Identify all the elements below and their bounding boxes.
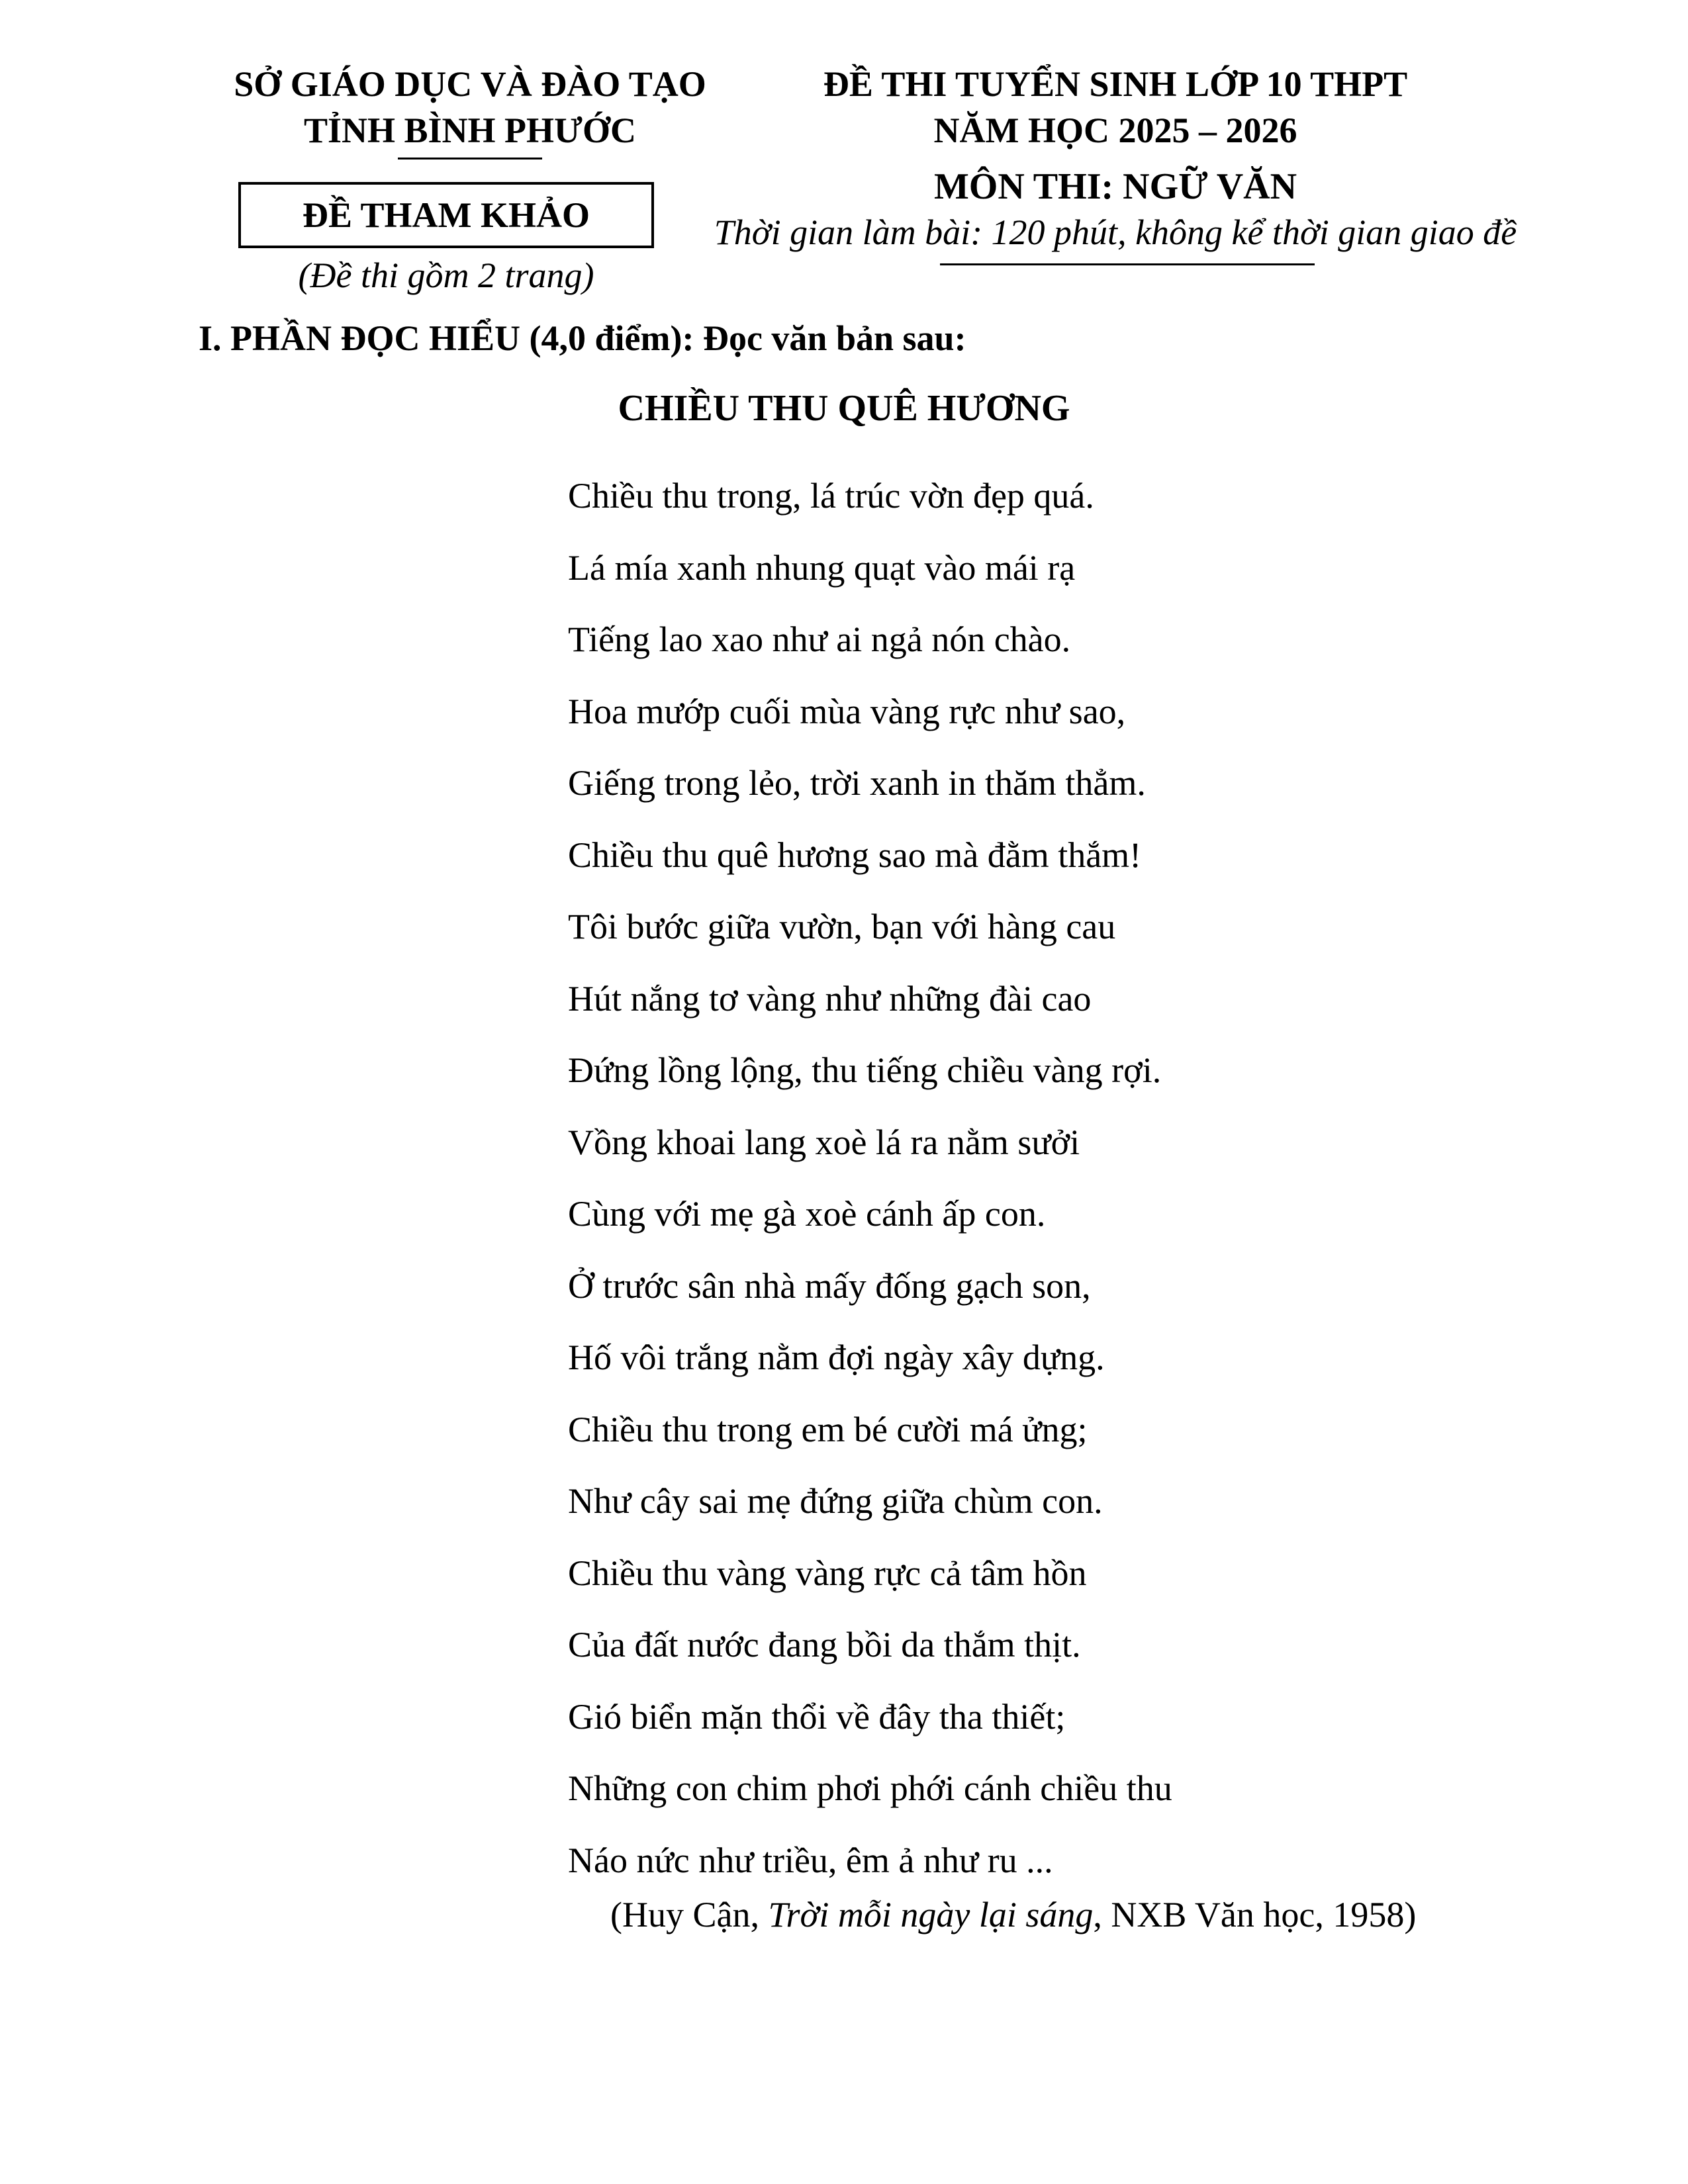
poem-line: Cùng với mẹ gà xoè cánh ấp con. (568, 1194, 1046, 1234)
school-year: NĂM HỌC 2025 – 2026 (933, 111, 1297, 150)
section-heading: I. PHẦN ĐỌC HIỂU (4,0 điểm): Đọc văn bản sau: (199, 318, 966, 358)
poem-line: Tôi bước giữa vườn, bạn với hàng cau (568, 907, 1116, 946)
source-book-title: Trời mỗi ngày lại sáng (768, 1895, 1094, 1934)
source-publisher: , NXB Văn học, 1958) (1093, 1895, 1417, 1934)
poem-line: Hút nắng tơ vàng như những đài cao (568, 978, 1092, 1019)
poem-line: Những con chim phơi phới cánh chiều thu (568, 1768, 1172, 1808)
poem-line: Chiều thu vàng vàng rực cả tâm hồn (568, 1553, 1087, 1593)
poem-body (568, 460, 1172, 1896)
exam-subject: MÔN THI: NGỮ VĂN (933, 166, 1297, 207)
source-author: (Huy Cận, (610, 1895, 769, 1934)
pages-note: (Đề thi gồm 2 trang) (298, 255, 594, 295)
poem-line: Gió biển mặn thổi về đây tha thiết; (568, 1696, 1066, 1737)
header-right (688, 61, 1542, 154)
reference-exam-badge: ĐỀ THAM KHẢO (238, 182, 654, 248)
province-name: TỈNH BÌNH PHƯỚC (303, 111, 637, 150)
poem-line: Náo nức như triều, êm ả như ru ... (568, 1840, 1053, 1880)
header-left (199, 61, 741, 159)
department-name: SỞ GIÁO DỤC VÀ ĐÀO TẠO (234, 64, 706, 104)
poem-line: Ở trước sân nhà mấy đống gạch son, (568, 1265, 1091, 1306)
poem-line: Đứng lồng lộng, thu tiếng chiều vàng rợi. (568, 1050, 1162, 1090)
time-allowed-note: Thời gian làm bài: 120 phút, không kể thời gian giao đề (714, 212, 1517, 252)
poem-line: Tiếng lao xao như ai ngả nón chào. (568, 619, 1071, 659)
poem-line: Chiều thu trong, lá trúc vờn đẹp quá. (568, 476, 1094, 516)
poem-title: CHIỀU THU QUÊ HƯƠNG (618, 388, 1070, 429)
poem-line: Giếng trong lẻo, trời xanh in thăm thẳm. (568, 763, 1146, 803)
province-underline (398, 158, 542, 159)
exam-title: ĐỀ THI TUYỂN SINH LỚP 10 THPT (823, 64, 1408, 104)
poem-line: Hoa mướp cuối mùa vàng rực như sao, (568, 691, 1126, 731)
poem-line: Vồng khoai lang xoè lá ra nằm sưởi (568, 1122, 1080, 1162)
poem-line: Chiều thu quê hương sao mà đằm thắm! (568, 835, 1142, 875)
poem-line: Như cây sai mẹ đứng giữa chùm con. (568, 1481, 1103, 1521)
header-right-underline (940, 263, 1315, 265)
poem-line: Chiều thu trong em bé cười má ửng; (568, 1409, 1088, 1449)
poem-line: Của đất nước đang bồi da thắm thịt. (568, 1625, 1081, 1664)
poem-line: Lá mía xanh nhung quạt vào mái rạ (568, 547, 1076, 588)
poem-source (610, 1894, 1416, 1935)
poem-line: Hố vôi trắng nằm đợi ngày xây dựng. (568, 1338, 1105, 1377)
